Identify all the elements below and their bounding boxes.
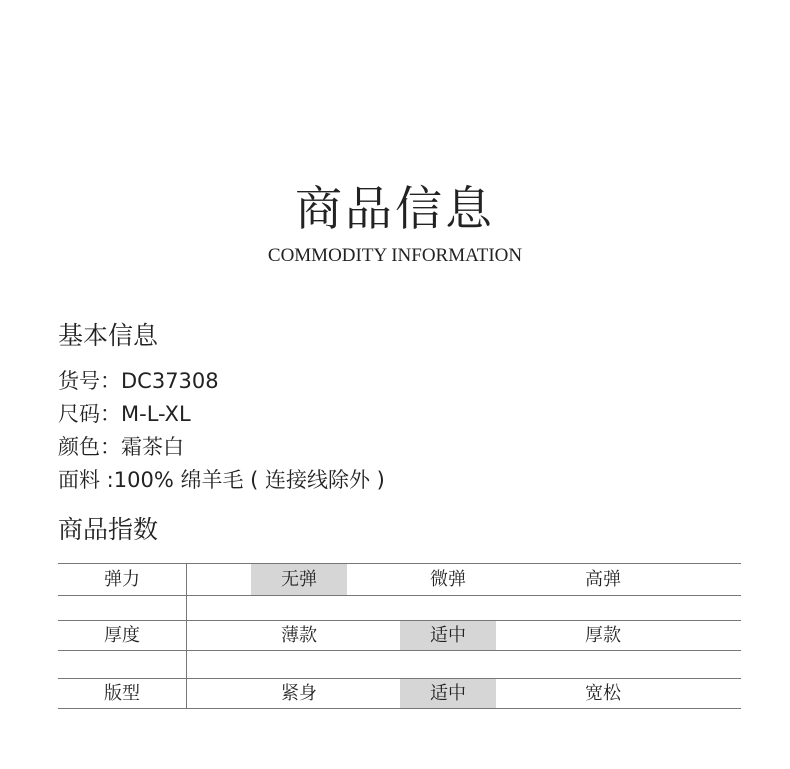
- info-fabric: 面料 :100% 绵羊毛 ( 连接线除外 ): [58, 468, 385, 492]
- index-table: [58, 563, 741, 709]
- option-thickness-medium: 适中: [400, 621, 496, 650]
- table-column-divider: [186, 563, 187, 709]
- option-fit-loose: 宽松: [585, 683, 621, 704]
- page-subtitle: COMMODITY INFORMATION: [267, 245, 523, 266]
- info-color: 颜色：霜茶白: [58, 435, 184, 459]
- row-label-thickness: 厚度: [104, 625, 140, 646]
- option-thickness-thin: 薄款: [281, 625, 317, 646]
- option-elasticity-none: 无弹: [251, 564, 347, 595]
- basic-info-heading: 基本信息: [58, 321, 159, 350]
- option-fit-regular: 适中: [400, 679, 496, 708]
- row-label-elasticity: 弹力: [104, 569, 140, 590]
- index-heading: 商品指数: [58, 515, 159, 544]
- option-elasticity-high: 高弹: [585, 569, 621, 590]
- table-divider: [58, 595, 741, 596]
- option-elasticity-slight: 微弹: [430, 569, 466, 590]
- info-size: 尺码：M-L-XL: [58, 402, 191, 426]
- row-label-fit: 版型: [104, 683, 140, 704]
- table-divider: [58, 650, 741, 651]
- page-title: 商品信息: [295, 182, 495, 237]
- table-divider: [58, 708, 741, 709]
- option-thickness-thick: 厚款: [585, 625, 621, 646]
- info-item-number: 货号：DC37308: [58, 369, 219, 393]
- option-fit-slim: 紧身: [281, 683, 317, 704]
